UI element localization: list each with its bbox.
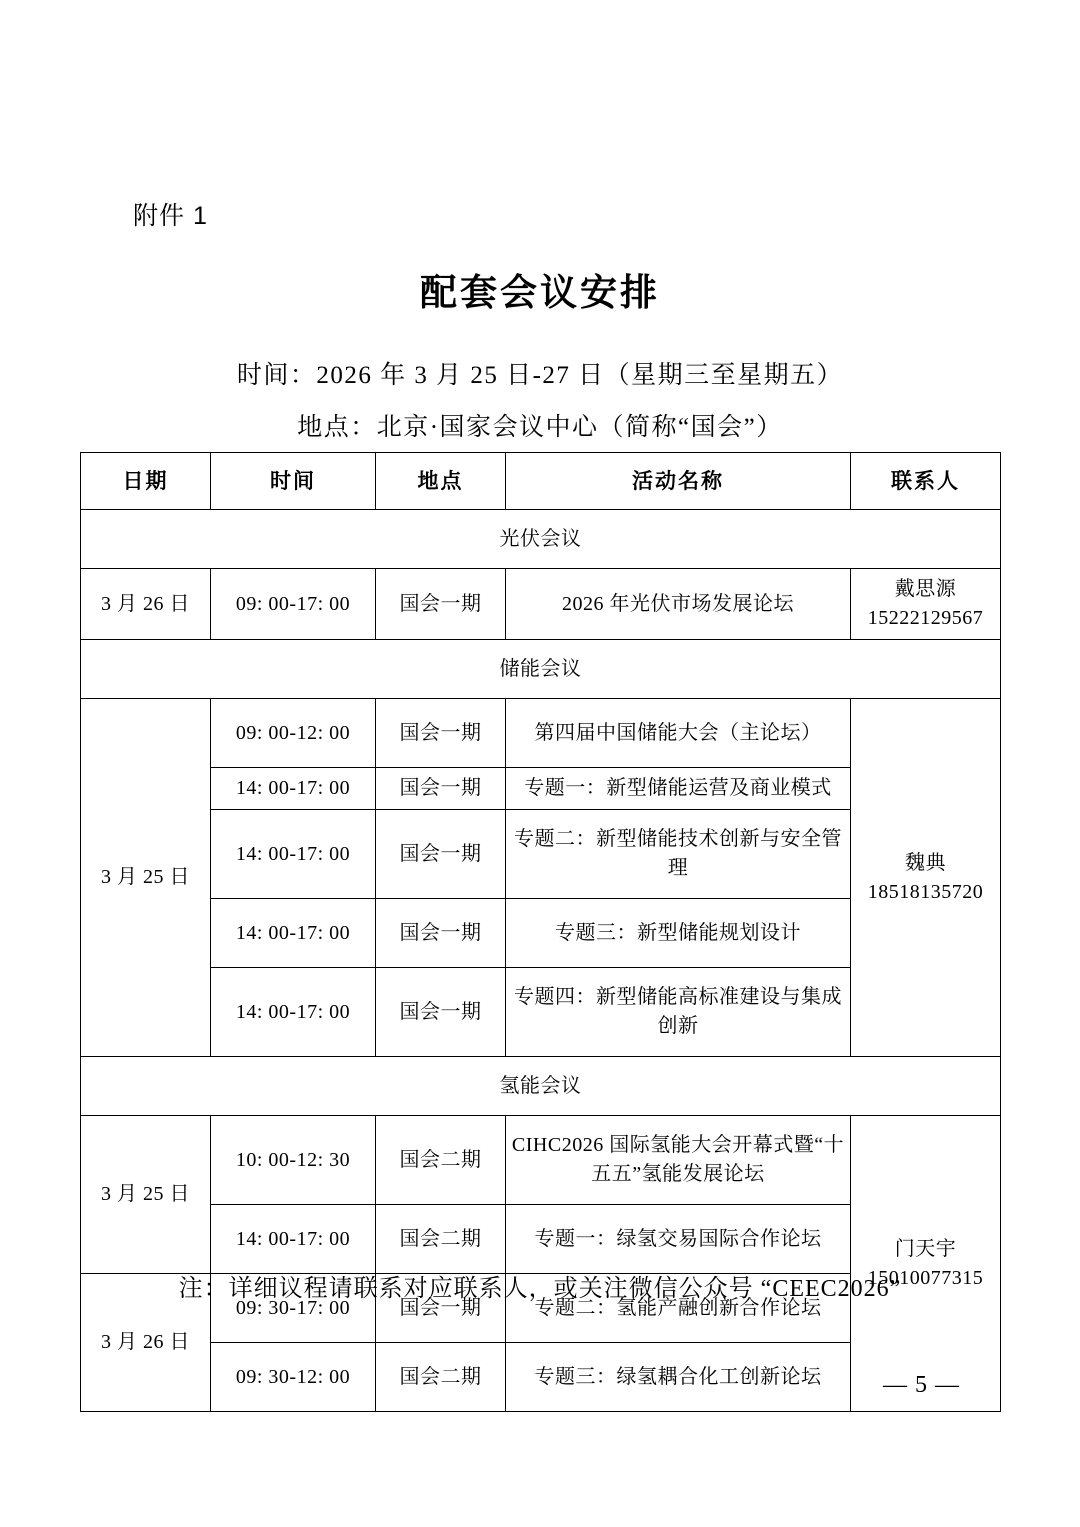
cell-time: 09: 30-17: 00 <box>211 1274 376 1343</box>
cell-activity: 专题四：新型储能高标准建设与集成创新 <box>506 968 851 1057</box>
cell-time: 09: 30-12: 00 <box>211 1343 376 1412</box>
meta-time-line: 时间：2026 年 3 月 25 日-27 日（星期三至星期五） <box>236 362 844 389</box>
cell-time: 09: 00-17: 00 <box>211 569 376 640</box>
table-row <box>81 699 1001 768</box>
section-title-storage: 储能会议 <box>81 640 1001 699</box>
cell-time: 14: 00-17: 00 <box>211 768 376 810</box>
cell-time: 10: 00-12: 30 <box>211 1116 376 1205</box>
table-row <box>81 1116 1001 1205</box>
column-header-date: 日期 <box>81 453 211 510</box>
cell-activity: 专题三：新型储能规划设计 <box>506 899 851 968</box>
cell-date: 3 月 26 日 <box>81 569 211 640</box>
cell-contact <box>851 1116 1001 1412</box>
cell-contact <box>851 569 1001 640</box>
meta-place-line: 地点：北京·国家会议中心（简称“国会”） <box>297 414 783 441</box>
cell-time: 14: 00-17: 00 <box>211 810 376 899</box>
table-header <box>81 453 1001 510</box>
cell-time: 14: 00-17: 00 <box>211 1205 376 1274</box>
cell-place: 国会二期 <box>376 1343 506 1412</box>
contact-name: 魏典 <box>905 851 946 874</box>
cell-activity: CIHC2026 国际氢能大会开幕式暨“十五五”氢能发展论坛 <box>506 1116 851 1205</box>
cell-time: 09: 00-12: 00 <box>211 699 376 768</box>
section-title-pv: 光伏会议 <box>81 510 1001 569</box>
cell-place: 国会二期 <box>376 1205 506 1274</box>
cell-place: 国会一期 <box>376 899 506 968</box>
cell-activity: 专题三：绿氢耦合化工创新论坛 <box>506 1343 851 1412</box>
column-header-time: 时间 <box>211 453 376 510</box>
cell-date: 3 月 25 日 <box>81 1116 211 1274</box>
column-header-activity: 活动名称 <box>506 453 851 510</box>
cell-place: 国会一期 <box>376 968 506 1057</box>
cell-place: 国会一期 <box>376 569 506 640</box>
section-row-hydrogen <box>81 1057 1001 1116</box>
cell-time: 14: 00-17: 00 <box>211 899 376 968</box>
page-title: 配套会议安排 <box>420 270 660 314</box>
cell-place: 国会一期 <box>376 768 506 810</box>
column-header-contact: 联系人 <box>851 453 1001 510</box>
table-row <box>81 569 1001 640</box>
section-title-hydrogen: 氢能会议 <box>81 1057 1001 1116</box>
contact-name: 门天宇 <box>894 1237 957 1260</box>
contact-phone: 15222129567 <box>867 607 984 629</box>
cell-place: 国会一期 <box>376 1274 506 1343</box>
section-row-storage <box>81 640 1001 699</box>
cell-activity: 专题一：绿氢交易国际合作论坛 <box>506 1205 851 1274</box>
cell-date: 3 月 26 日 <box>81 1274 211 1412</box>
cell-activity: 第四届中国储能大会（主论坛） <box>506 699 851 768</box>
contact-phone: 18518135720 <box>867 880 984 903</box>
cell-activity: 专题二：新型储能技术创新与安全管理 <box>506 810 851 899</box>
cell-activity: 专题一：新型储能运营及商业模式 <box>506 768 851 810</box>
table-note: 注：详细议程请联系对应联系人，或关注微信公众号 “CEEC2026” <box>178 1276 902 1302</box>
attachment-label: 附件 1 <box>133 202 208 230</box>
cell-contact <box>851 699 1001 1057</box>
contact-phone: 15010077315 <box>867 1266 984 1289</box>
column-header-place: 地点 <box>376 453 506 510</box>
cell-date: 3 月 25 日 <box>81 699 211 1057</box>
cell-place: 国会一期 <box>376 810 506 899</box>
cell-place: 国会二期 <box>376 1116 506 1205</box>
page-number: — 5 — <box>883 1372 960 1398</box>
section-row-pv <box>81 510 1001 569</box>
cell-activity: 专题二：氢能产融创新合作论坛 <box>506 1274 851 1343</box>
cell-time: 14: 00-17: 00 <box>211 968 376 1057</box>
table-header-row <box>81 453 1001 510</box>
contact-name: 戴思源 <box>894 578 957 600</box>
cell-place: 国会一期 <box>376 699 506 768</box>
cell-activity: 2026 年光伏市场发展论坛 <box>506 569 851 640</box>
